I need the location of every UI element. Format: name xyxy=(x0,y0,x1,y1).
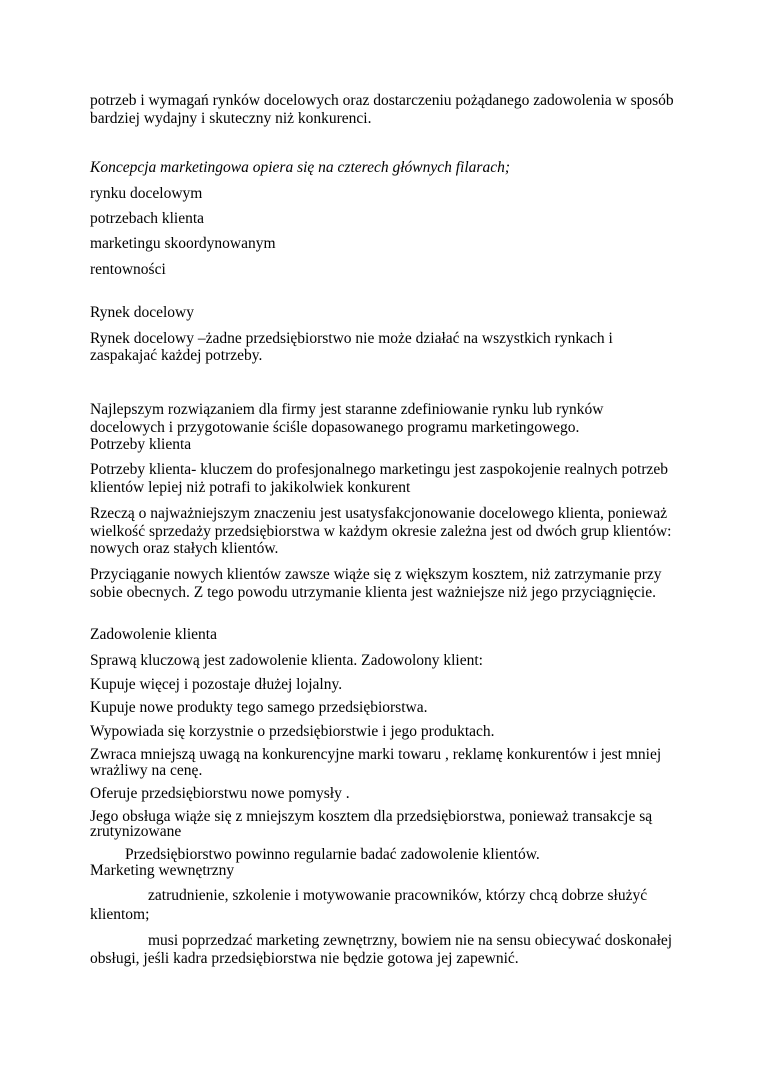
intro-text: bardziej wydajny i skuteczny niż konkurenci. xyxy=(90,110,372,127)
paragraph-text: Rynek docelowy –żadne przedsiębiorstwo nie może działać na wszystkich rynkach i xyxy=(90,330,613,347)
list-item: wrażliwy na cenę. xyxy=(90,762,203,779)
paragraph-text: nowych oraz stałych klientów. xyxy=(90,540,279,557)
list-item: Zwraca mniejszą uwagą na konkurencyjne marki towaru , reklamę konkurentów i jest mniej xyxy=(90,746,662,763)
paragraph-text: Najlepszym rozwiązaniem dla firmy jest staranne zdefiniowanie rynku lub rynków xyxy=(90,401,604,418)
section-heading-internal: Marketing wewnętrzny xyxy=(90,862,235,879)
list-item: Wypowiada się korzystnie o przedsiębiorstwie i jego produktach. xyxy=(90,723,495,740)
paragraph-text: zaspakajać każdej potrzeby. xyxy=(90,347,263,364)
concept-heading: Koncepcja marketingowa opiera się na czterech głównych filarach; xyxy=(90,159,510,176)
list-item: zrutynizowane xyxy=(90,823,182,840)
pillar-item: rynku docelowym xyxy=(90,185,203,202)
paragraph-text: Rzeczą o najważniejszym znaczeniu jest usatysfakcjonowanie docelowego klienta, ponieważ xyxy=(90,505,668,522)
paragraph-text: klientom; xyxy=(90,906,150,923)
list-item: Jego obsługa wiąże się z mniejszym kosztem dla przedsiębiorstwa, ponieważ transakcje są xyxy=(90,808,653,825)
section-heading-satisfaction: Zadowolenie klienta xyxy=(90,626,217,643)
list-item: Kupuje więcej i pozostaje dłużej lojalny. xyxy=(90,676,343,693)
paragraph-text: musi poprzedzać marketing zewnętrzny, bowiem nie na sensu obiecywać doskonałej xyxy=(148,932,673,949)
paragraph-text: Potrzeby klienta- kluczem do profesjonalnego marketingu jest zaspokojenie realnych potrzeb xyxy=(90,461,669,478)
paragraph-text: sobie obecnych. Z tego powodu utrzymanie klienta jest ważniejsze niż jego przyciągnięcie. xyxy=(90,584,656,601)
pillar-item: potrzebach klienta xyxy=(90,210,205,227)
pillar-item: rentowności xyxy=(90,261,166,278)
paragraph-text: docelowych i przygotowanie ściśle dopasowanego programu marketingowego. xyxy=(90,419,580,436)
intro-text: potrzeb i wymagań rynków docelowych oraz dostarczeniu pożądanego zadowolenia w sposób xyxy=(90,92,674,109)
list-item: Przedsiębiorstwo powinno regularnie badać zadowolenie klientów. xyxy=(125,846,540,863)
paragraph-text: wielkość sprzedaży przedsiębiorstwa w każdym okresie zależna jest od dwóch grup klientów: xyxy=(90,523,672,540)
list-item: Kupuje nowe produkty tego samego przedsiębiorstwa. xyxy=(90,699,428,716)
paragraph-text: zatrudnienie, szkolenie i motywowanie pracowników, którzy chcą dobrze służyć xyxy=(148,887,648,904)
paragraph-text: klientów lepiej niż potrafi to jakikolwiek konkurent xyxy=(90,479,411,496)
section-heading-needs: Potrzeby klienta xyxy=(90,436,192,453)
pillar-item: marketingu skoordynowanym xyxy=(90,235,276,252)
paragraph-text: Sprawą kluczową jest zadowolenie klienta. Zadowolony klient: xyxy=(90,652,483,669)
paragraph-text: Przyciąganie nowych klientów zawsze wiąże się z większym kosztem, niż zatrzymanie przy xyxy=(90,566,662,583)
list-item: Oferuje przedsiębiorstwu nowe pomysły . xyxy=(90,785,350,802)
paragraph-text: obsługi, jeśli kadra przedsiębiorstwa nie będzie gotowa jej zapewnić. xyxy=(90,950,519,967)
section-heading-target: Rynek docelowy xyxy=(90,304,194,321)
